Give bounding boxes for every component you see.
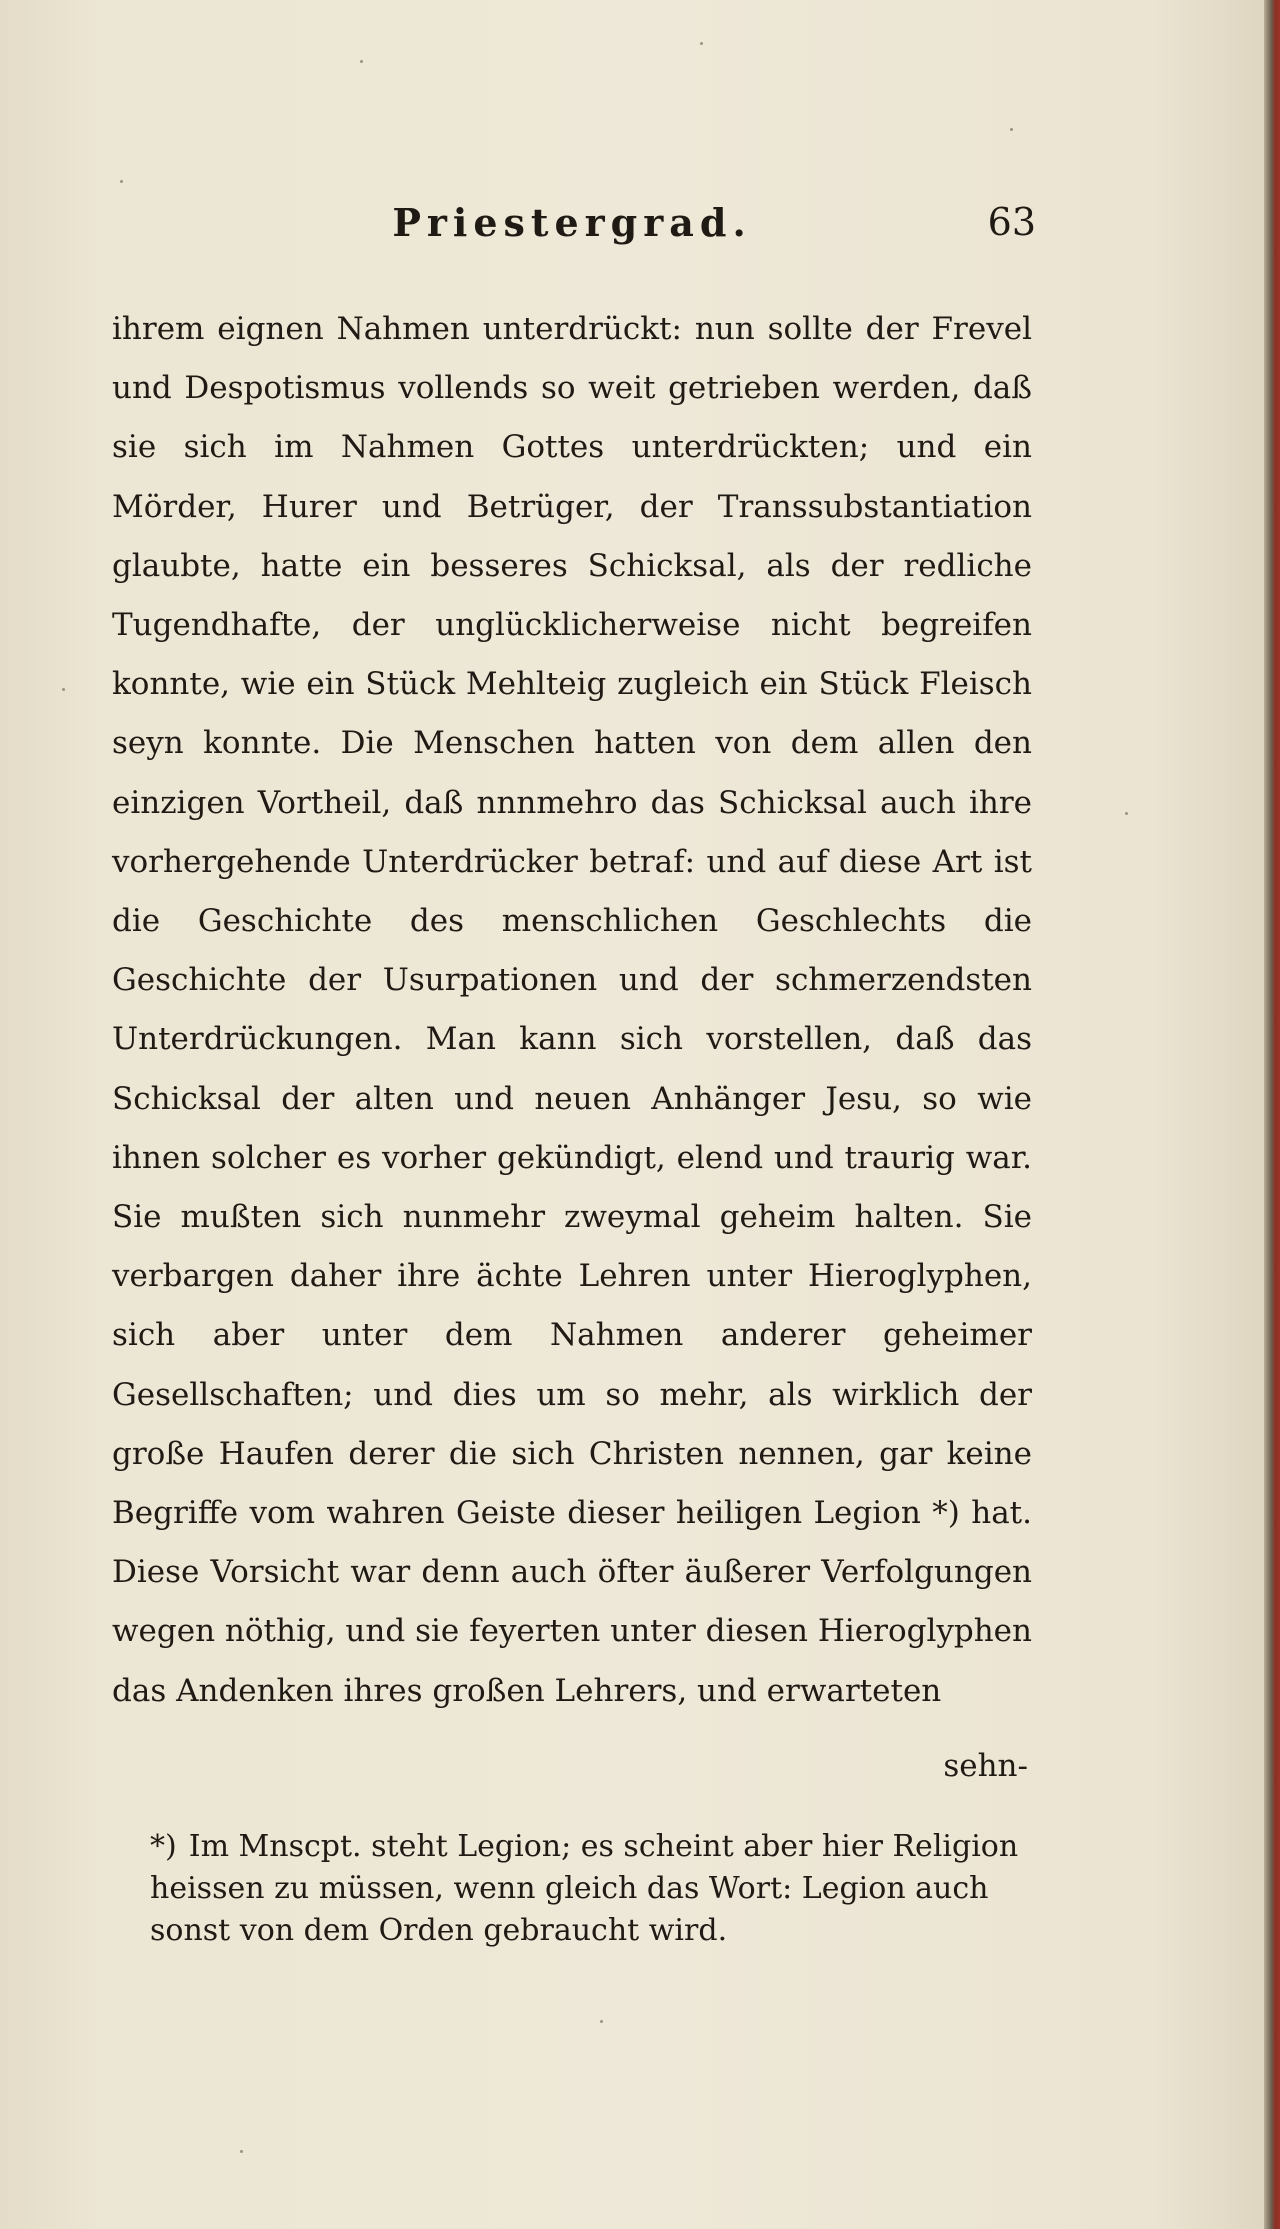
footnote xyxy=(150,1826,1030,1952)
paper-speck xyxy=(120,180,123,183)
paper-speck xyxy=(240,2150,243,2153)
running-title: Priestergrad. xyxy=(392,200,752,245)
page-header xyxy=(112,200,1036,260)
catchword: sehn- xyxy=(943,1748,1028,1784)
paper-speck xyxy=(600,2020,603,2023)
page-edge-binding xyxy=(1264,0,1280,2229)
footnote-marker: *) xyxy=(150,1829,177,1864)
paper-speck xyxy=(360,60,363,63)
paper-speck xyxy=(1010,128,1013,131)
body-paragraph: ihrem eignen Nahmen unterdrückt: nun sollte der Frevel und Despotismus vollends so weit getrieben werden, daß sie sich im Nahmen Gottes unterdrückten; und ein Mörder, Hurer und Betrüger, der Transsubstantiation glaubte, hatte ein besseres Schicksal, als der redliche Tugendhafte, der unglücklicherweise nicht begreifen konnte, wie ein Stück Mehlteig zugleich ein Stück Fleisch seyn konnte. Die Menschen hatten von dem allen den einzigen Vortheil, daß nnnmehro das Schicksal auch ihre vorhergehende Unterdrücker betraf: und auf diese Art ist die Geschichte des menschlichen Geschlechts die Geschichte der Usurpationen und der schmerzendsten Unterdrückungen. Man kann sich vorstellen, daß das Schicksal der alten und neuen Anhänger Jesu, so wie ihnen solcher es vorher gekündigt, elend und traurig war. Sie mußten sich nunmehr zweymal geheim halten. Sie verbargen daher ihre ächte Lehren unter Hieroglyphen, sich aber unter dem Nahmen anderer geheimer Gesellschaften; und dies um so mehr, als wirklich der große Haufen derer die sich Christen nennen, gar keine Begriffe vom wahren Geiste dieser heiligen Legion *) hat. Diese Vorsicht war denn auch öfter äußerer Verfolgungen wegen nöthig, und sie feyerten unter diesen Hieroglyphen das Andenken ihres großen Lehrers, und erwarteten xyxy=(112,311,1032,1709)
paper-speck xyxy=(700,42,703,45)
paper-speck xyxy=(62,688,65,691)
page-number: 63 xyxy=(987,200,1036,244)
paper-speck xyxy=(1125,812,1128,815)
footnote-text: Im Mnscpt. steht Legion; es scheint aber hier Religion heissen zu müssen, wenn gleich das Wort: Legion auch sonst von dem Orden gebraucht wird. xyxy=(150,1829,1019,1948)
